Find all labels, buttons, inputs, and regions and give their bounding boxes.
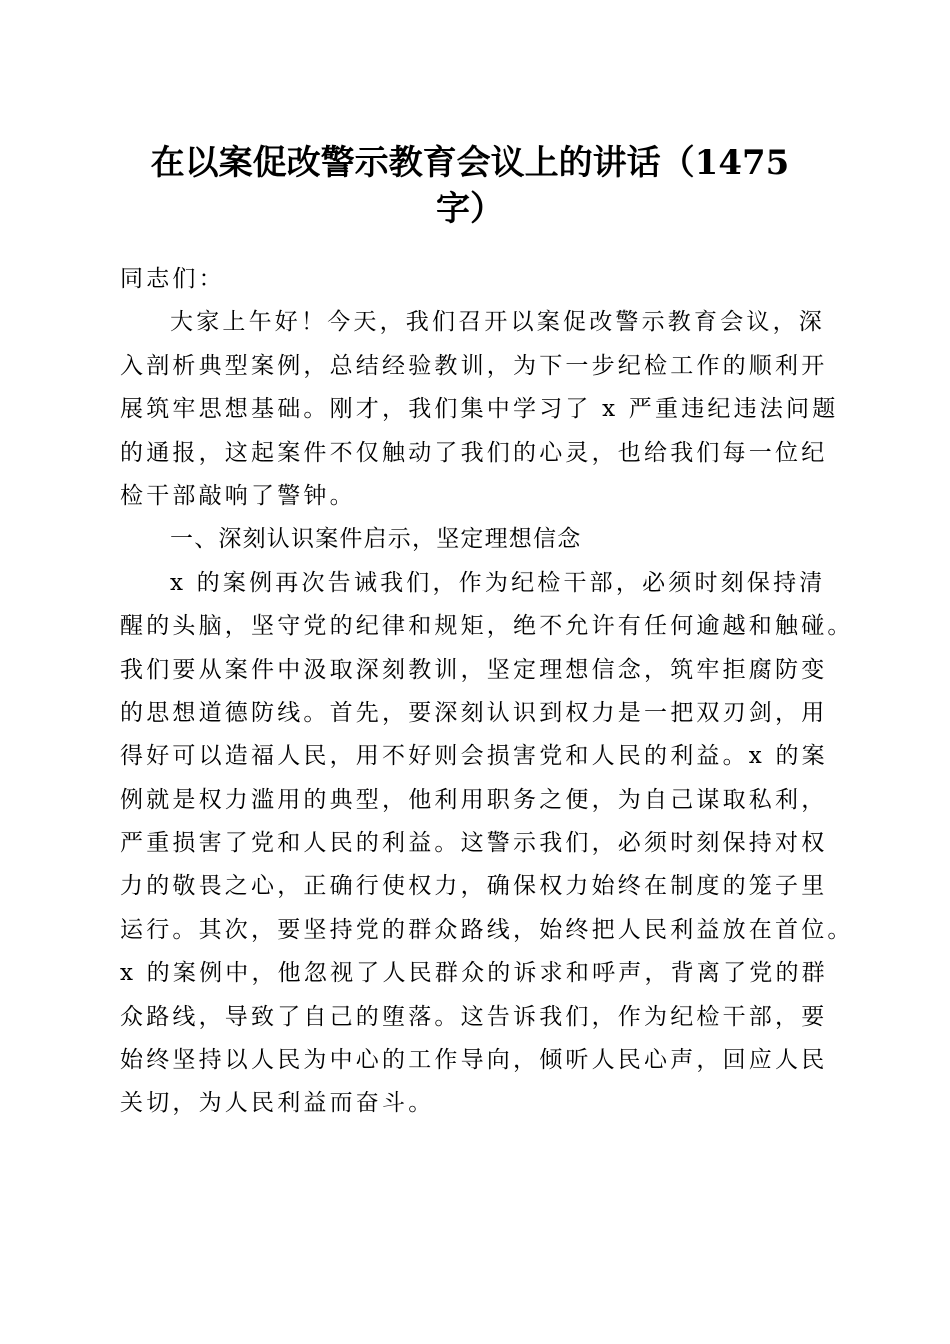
- salutation: 同志们：: [120, 266, 225, 292]
- paragraph-line: 入剖析典型案例，总结经验教训，为下一步纪检工作的顺利开: [120, 352, 828, 379]
- title-line-1: 在以案促改警示教育会议上的讲话（1475: [150, 143, 790, 183]
- paragraph-line: 众路线，导致了自己的堕落。这告诉我们，作为纪检干部，要: [120, 1003, 828, 1030]
- paragraph-line: x 的案例再次告诫我们，作为纪检干部，必须时刻保持清: [170, 569, 826, 596]
- paragraph-line: x 的案例中，他忽视了人民群众的诉求和呼声，背离了党的群: [120, 960, 828, 987]
- document-title: [120, 140, 820, 232]
- paragraph-line: 的通报，这起案件不仅触动了我们的心灵，也给我们每一位纪: [120, 439, 828, 466]
- section-heading: 一、深刻认识案件启示，坚定理想信念: [170, 526, 582, 553]
- paragraph-line: 展筑牢思想基础。刚才，我们集中学习了 x 严重违纪违法问题: [120, 396, 839, 423]
- document-body: [120, 258, 854, 1126]
- title-line-2: 字）: [436, 189, 504, 229]
- paragraph-line: 例就是权力滥用的典型，他利用职务之便，为自己谋取私利，: [120, 786, 828, 813]
- paragraph-line: 我们要从案件中汲取深刻教训，坚定理想信念，筑牢拒腐防变: [120, 656, 828, 683]
- paragraph-line: 大家上午好！今天，我们召开以案促改警示教育会议，深: [170, 309, 825, 336]
- paragraph-line: 的思想道德防线。首先，要深刻认识到权力是一把双刃剑，用: [120, 699, 828, 726]
- paragraph-line: 得好可以造福人民，用不好则会损害党和人民的利益。x 的案: [120, 743, 828, 770]
- paragraph-line: 醒的头脑，坚守党的纪律和规矩，绝不允许有任何逾越和触碰。: [120, 613, 854, 640]
- paragraph-line: 关切，为人民利益而奋斗。: [120, 1090, 435, 1117]
- paragraph-line: 检干部敲响了警钟。: [120, 482, 356, 509]
- paragraph-line: 运行。其次，要坚持党的群众路线，始终把人民利益放在首位。: [120, 916, 854, 943]
- paragraph-line: 力的敬畏之心，正确行使权力，确保权力始终在制度的笼子里: [120, 873, 828, 900]
- paragraph-opening: [120, 301, 839, 518]
- paragraph-line: 严重损害了党和人民的利益。这警示我们，必须时刻保持对权: [120, 830, 828, 857]
- paragraph-line: 始终坚持以人民为中心的工作导向，倾听人民心声，回应人民: [120, 1047, 828, 1074]
- paragraph-section-1: [120, 562, 854, 1126]
